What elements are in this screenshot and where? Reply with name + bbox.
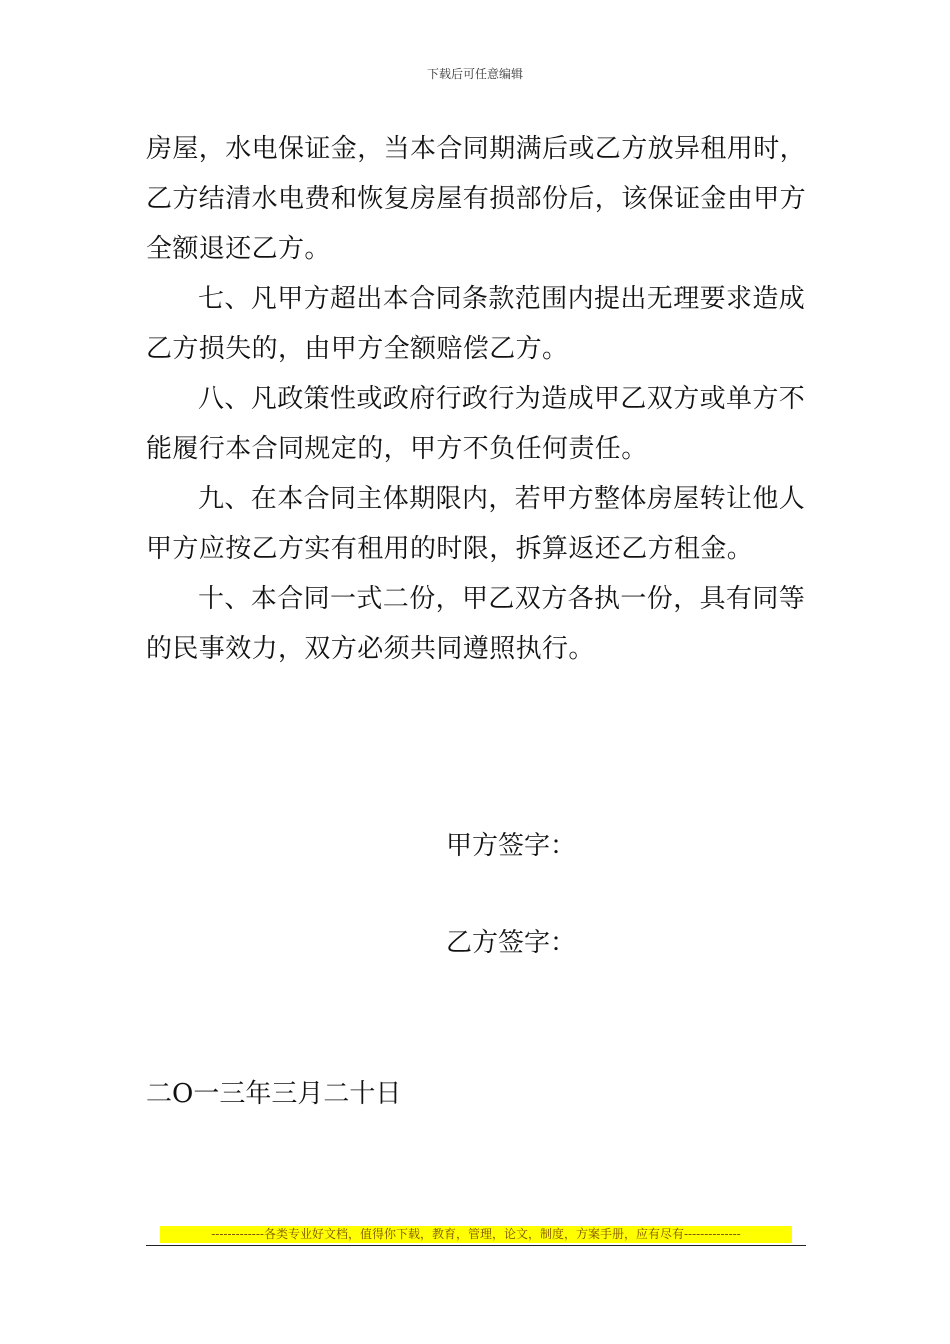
footer-banner: -------------各类专业好文档，值得你下载，教育，管理，论文，制度，方案手册，应有尽有-------------- [160,1226,792,1243]
party-b-signature-label: 乙方签字： [446,928,577,958]
clause-8-line: 八、凡政策性或政府行政行为造成甲乙双方或单方不 [198,384,806,414]
body-line: 乙方损失的，由甲方全额赔偿乙方。 [146,334,569,364]
contract-date: 二O一三年三月二十日 [146,1079,402,1109]
page-header-note: 下载后可任意编辑 [426,67,523,81]
clause-10-line: 十、本合同一式二份，甲乙双方各执一份，具有同等 [198,584,806,614]
clause-9-line: 九、在本合同主体期限内，若甲方整体房屋转让他人 [198,484,806,514]
body-line: 的民事效力，双方必须共同遵照执行。 [146,634,595,664]
footer-divider [146,1245,806,1246]
clause-7-line: 七、凡甲方超出本合同条款范围内提出无理要求造成 [198,284,806,314]
body-line: 能履行本合同规定的，甲方不负任何责任。 [146,434,648,464]
contract-body [146,124,808,674]
body-line: 全额退还乙方。 [146,234,331,264]
body-line: 房屋，水电保证金，当本合同期满后或乙方放异租用时， [146,134,807,164]
party-a-signature-label: 甲方签字： [446,831,577,861]
body-line: 乙方结清水电费和恢复房屋有损部份后，该保证金由甲方 [146,184,807,214]
body-line: 甲方应按乙方实有租用的时限，拆算返还乙方租金。 [146,534,754,564]
